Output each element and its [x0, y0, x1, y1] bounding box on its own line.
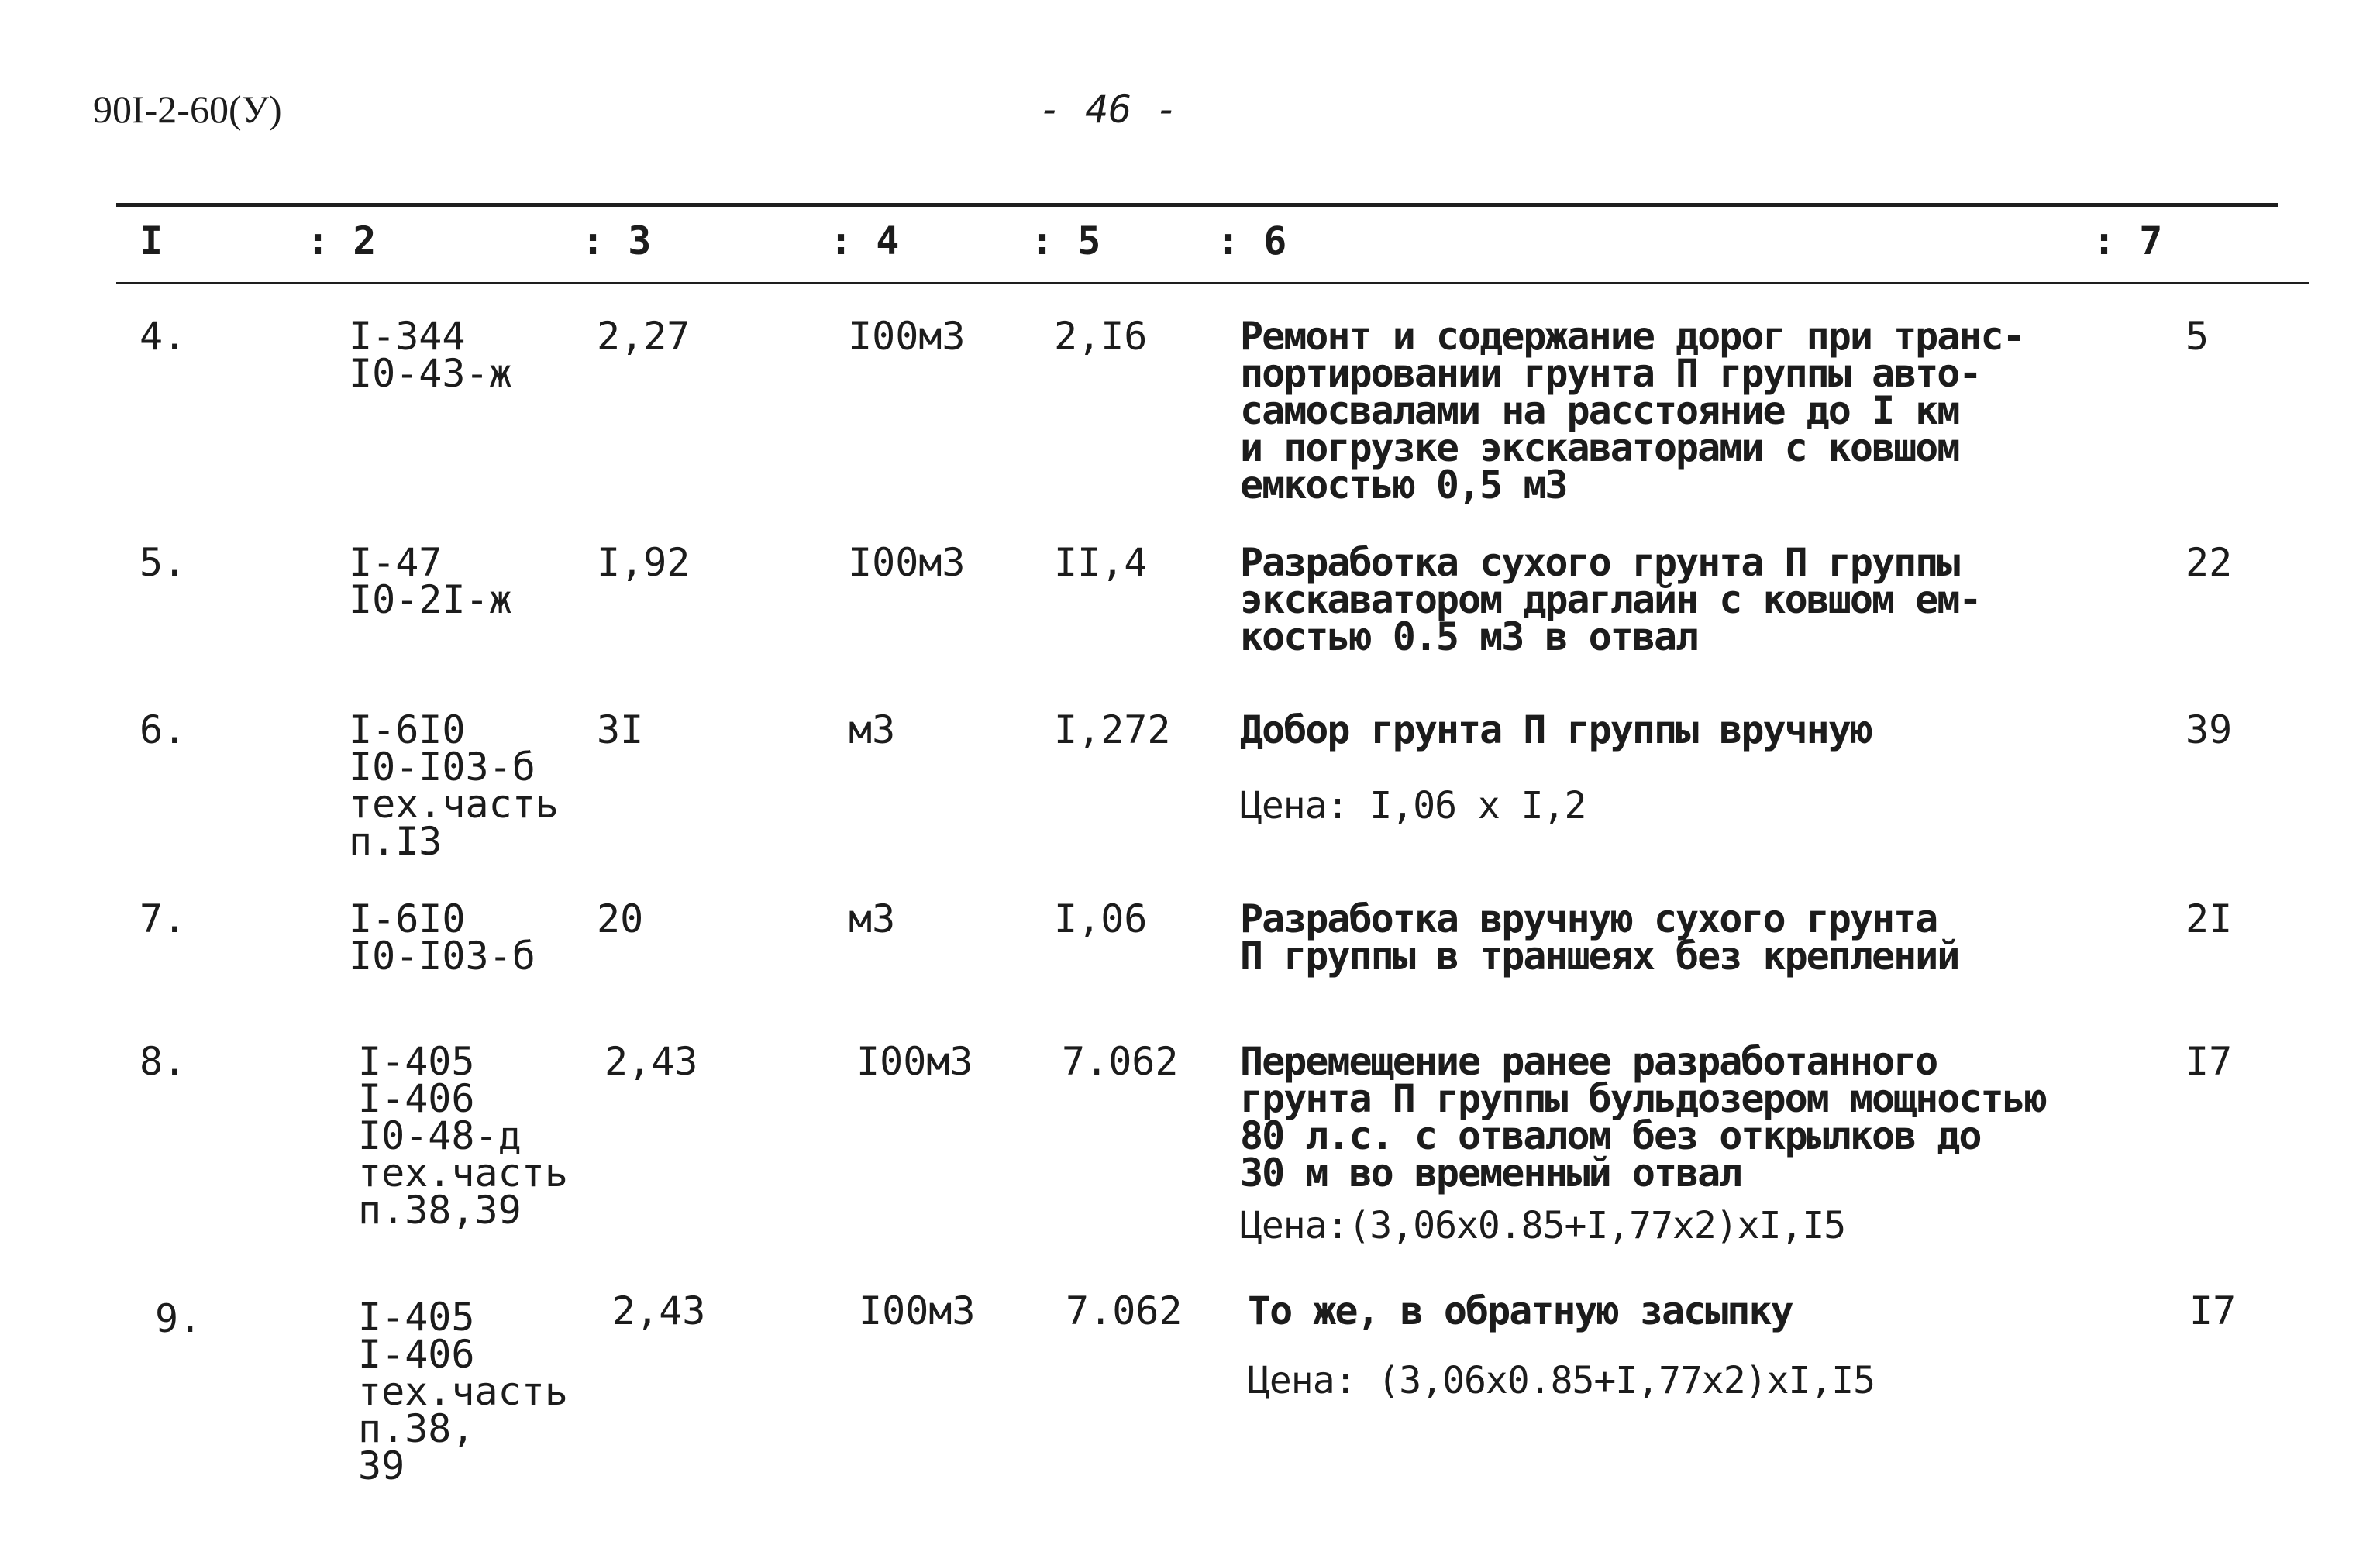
reference-codes	[358, 1039, 568, 1233]
description-line: экскаватором драглайн с ковшом ем-	[1240, 577, 1981, 622]
work-description	[1240, 314, 2024, 507]
description-line: Разработка сухого грунта П группы	[1240, 540, 1959, 585]
row-number: 8.	[139, 1039, 187, 1084]
column-3-value: I,92	[597, 540, 691, 585]
description-line: и погрузке экскаваторами с ковшом	[1240, 425, 1959, 470]
work-description	[1240, 707, 1872, 752]
reference-code: I-6I0	[349, 707, 466, 752]
column-3-value: 2,27	[597, 314, 691, 359]
column-3-value: 2,43	[612, 1288, 706, 1333]
unit: I00м3	[859, 1288, 976, 1333]
description-line: самосвалами на расстояние до I км	[1240, 388, 1959, 433]
description-line: Добор грунта П группы вручную	[1240, 707, 1872, 752]
column-header-2: : 2	[306, 218, 377, 263]
reference-code: I0-I03-б	[349, 934, 536, 979]
column-header-7: : 7	[2092, 218, 2163, 263]
row-number: 7.	[139, 896, 187, 941]
work-description	[1240, 1039, 2046, 1195]
document-code: 90I-2-60(У)	[93, 88, 282, 131]
description-line: емкостью 0,5 м3	[1240, 463, 1567, 507]
column-3-value: 20	[597, 896, 644, 941]
description-line: Разработка вручную сухого грунта	[1240, 896, 1937, 941]
description-line: Ремонт и содержание дорог при транс-	[1240, 314, 2024, 359]
column-5-value: 2,I6	[1054, 314, 1148, 359]
column-7-value: I7	[2185, 1039, 2233, 1084]
reference-code: тех.часть	[358, 1369, 568, 1414]
row-number: 6.	[139, 707, 187, 752]
row-number: 4.	[139, 314, 187, 359]
column-header-5: : 5	[1031, 218, 1101, 263]
reference-code: I-405	[358, 1295, 475, 1340]
reference-code: I-47	[349, 540, 443, 585]
unit: I00м3	[849, 540, 966, 585]
work-description	[1240, 896, 1959, 979]
column-header-6: : 6	[1217, 218, 1287, 263]
column-3-value: 2,43	[604, 1039, 698, 1084]
reference-code: тех.часть	[349, 782, 559, 827]
work-description	[1248, 1288, 1793, 1333]
column-5-value: 7.062	[1062, 1039, 1179, 1084]
column-header-1: I	[139, 218, 164, 263]
column-5-value: I,272	[1054, 707, 1171, 752]
column-3-value: 3I	[597, 707, 644, 752]
reference-code: I-406	[358, 1332, 475, 1377]
column-header-4: : 4	[829, 218, 900, 263]
reference-code: 39	[358, 1443, 405, 1488]
unit: м3	[849, 896, 896, 941]
description-line: П группы в траншеях без креплений	[1240, 934, 1959, 979]
unit: I00м3	[849, 314, 966, 359]
unit: м3	[849, 707, 896, 752]
description-line: портировании грунта П группы авто-	[1240, 351, 1981, 396]
reference-codes	[349, 707, 559, 864]
reference-code: I-344	[349, 314, 466, 359]
unit: I00м3	[856, 1039, 973, 1084]
description-line: грунта П группы бульдозером мощностью	[1240, 1076, 2046, 1121]
reference-code: I0-2I-ж	[349, 577, 512, 622]
reference-code: I0-I03-б	[349, 745, 536, 790]
reference-code: тех.часть	[358, 1151, 568, 1195]
work-description	[1240, 540, 1981, 659]
column-header-3: : 3	[581, 218, 652, 263]
table-header-rule	[116, 282, 2309, 284]
row-number: 9.	[155, 1296, 202, 1341]
description-line: То же, в обратную засыпку	[1248, 1288, 1793, 1333]
column-7-value: 2I	[2185, 896, 2233, 941]
column-7-value: 22	[2185, 540, 2233, 585]
column-5-value: I,06	[1054, 896, 1148, 941]
column-7-value: 39	[2185, 707, 2233, 752]
reference-codes	[349, 540, 512, 622]
reference-code: I0-43-ж	[349, 351, 512, 396]
description-line: костью 0.5 м3 в отвал	[1240, 614, 1698, 659]
description-line: 30 м во временный отвал	[1240, 1151, 1741, 1195]
reference-codes	[358, 1295, 568, 1488]
reference-code: I-6I0	[349, 896, 466, 941]
reference-code: I-405	[358, 1039, 475, 1084]
column-5-value: 7.062	[1066, 1288, 1183, 1333]
price-formula: Цена: I,06 x I,2	[1240, 784, 1586, 827]
description-line: Перемещение ранее разработанного	[1240, 1039, 1937, 1084]
reference-code: п.38,	[358, 1406, 475, 1451]
price-formula: Цена:(3,06x0.85+I,77x2)xI,I5	[1240, 1204, 1846, 1247]
column-7-value: 5	[2185, 314, 2210, 359]
reference-codes	[349, 314, 512, 396]
reference-code: I0-48-д	[358, 1113, 522, 1158]
column-5-value: II,4	[1054, 540, 1148, 585]
price-formula: Цена: (3,06x0.85+I,77x2)xI,I5	[1248, 1359, 1875, 1402]
reference-code: п.38,39	[358, 1188, 522, 1233]
column-7-value: I7	[2189, 1288, 2237, 1333]
row-number: 5.	[139, 540, 187, 585]
reference-codes	[349, 896, 536, 979]
table-top-rule	[116, 203, 2278, 207]
description-line: 80 л.с. с отвалом без открылков до	[1240, 1113, 1981, 1158]
reference-code: I-406	[358, 1076, 475, 1121]
page-number: - 46 -	[1038, 87, 1179, 132]
reference-code: п.I3	[349, 819, 443, 864]
